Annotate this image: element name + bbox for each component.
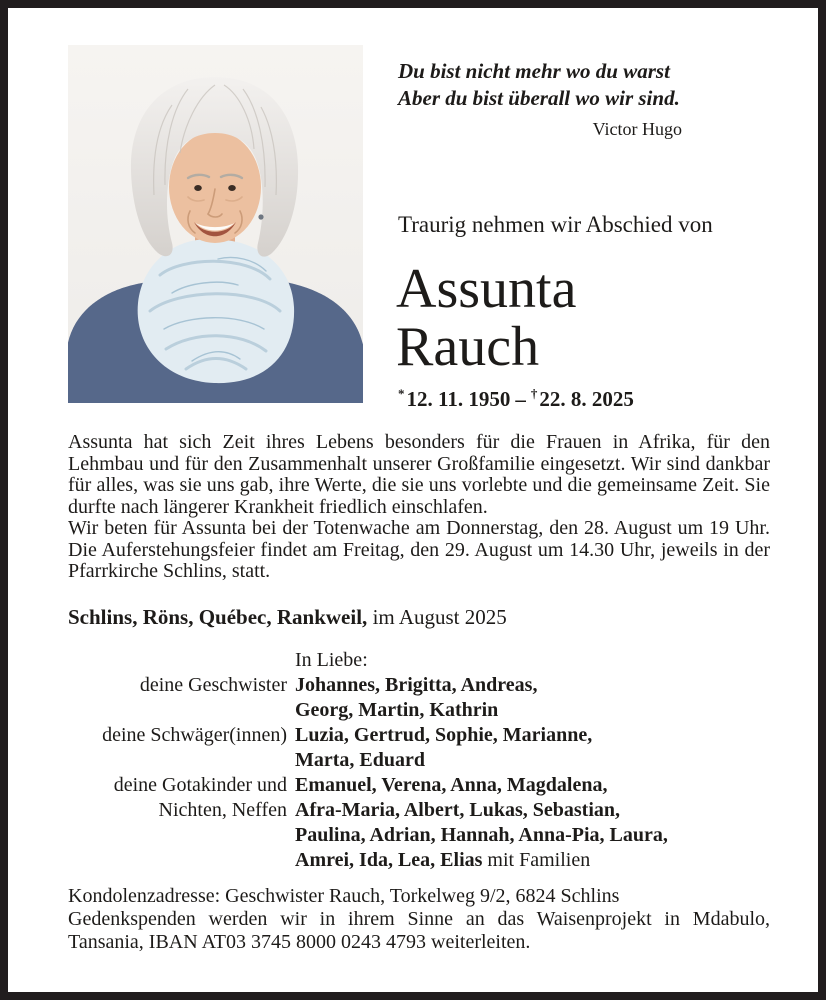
family-value-line: Georg, Martin, Kathrin	[295, 698, 499, 721]
obituary-body	[68, 432, 770, 954]
family-value-last-names: Amrei, Ida, Lea, Elias	[295, 848, 483, 871]
death-symbol: †	[530, 386, 538, 401]
quote-attribution: Victor Hugo	[592, 119, 682, 139]
birth-date: 12. 11. 1950	[406, 387, 511, 411]
deceased-name	[396, 260, 576, 376]
family-value-line: Afra-Maria, Albert, Lukas, Sebastian,	[295, 798, 620, 821]
family-label	[68, 723, 287, 773]
family-value	[295, 773, 770, 873]
family-value	[295, 673, 770, 723]
portrait-photo	[68, 45, 363, 403]
family-value-line: Johannes, Brigitta, Andreas,	[295, 673, 538, 696]
family-value-line: Luzia, Gertrud, Sophie, Marianne,	[295, 723, 593, 746]
family-label-line: deine Geschwister	[139, 673, 287, 696]
family-label-line: deine Gotakinder und	[113, 773, 287, 796]
quote-line-1: Du bist nicht mehr wo du warst	[398, 59, 670, 83]
family-label-line: deine Schwäger(innen)	[102, 723, 287, 746]
paragraph-tribute: Assunta hat sich Zeit ihres Lebens besonders für die Frauen in Afrika, für den Lehmbau und für den Zusammenhalt unserer Großfamilie eingesetzt. Wir sind dankbar für alles, was sie uns gab, ihre Werte, die sie uns vorlebte und die gemeinsame Zeit. Sie durfte nach längerer Krankheit friedlich einschlafen.	[68, 431, 770, 518]
dateline	[68, 605, 770, 630]
family-heading: In Liebe:	[295, 648, 368, 671]
condolence-address: Kondolenzadresse: Geschwister Rauch, Torkelweg 9/2, 6824 Schlins	[68, 884, 620, 907]
quote-line-2: Aber du bist überall wo wir sind.	[398, 86, 680, 110]
family-label	[68, 773, 287, 873]
donation-note: Gedenkspenden werden wir in ihrem Sinne an das Waisenprojekt in Mdabulo, Tansania, IBAN AT03 3745 8000 0243 4793 weiterleiten.	[68, 907, 770, 953]
paragraph-services: Wir beten für Assunta bei der Totenwache am Donnerstag, den 28. August um 19 Uhr. Die Auferstehungsfeier findet am Freitag, den 29. August um 14.30 Uhr, jeweils in der Pfarrkirche Schlins, statt.	[68, 517, 770, 582]
family-label-line: Nichten, Neffen	[158, 798, 287, 821]
dateline-places: Schlins, Röns, Québec, Rankweil,	[68, 604, 368, 629]
family-value-line: Emanuel, Verena, Anna, Magdalena,	[295, 773, 608, 796]
obituary-card	[8, 8, 818, 992]
family-value-line: Marta, Eduard	[295, 748, 425, 771]
death-date: 22. 8. 2025	[539, 387, 634, 411]
farewell-text: Traurig nehmen wir Abschied von	[398, 212, 713, 237]
family-section	[68, 648, 770, 873]
dateline-date: im August 2025	[367, 604, 507, 629]
birth-symbol: *	[398, 386, 405, 401]
family-heading-spacer	[68, 648, 287, 673]
family-value	[295, 723, 770, 773]
family-label	[68, 673, 287, 723]
date-separator: –	[515, 387, 526, 411]
life-dates	[398, 382, 634, 411]
name-line-2: Rauch	[396, 316, 540, 378]
family-value-line	[295, 848, 770, 873]
family-value-suffix: mit Familien	[482, 848, 591, 871]
name-line-1: Assunta	[396, 258, 577, 320]
family-value-line: Paulina, Adrian, Hannah, Anna-Pia, Laura,	[295, 823, 668, 846]
quote-block	[398, 58, 684, 140]
portrait-illustration	[68, 45, 363, 403]
